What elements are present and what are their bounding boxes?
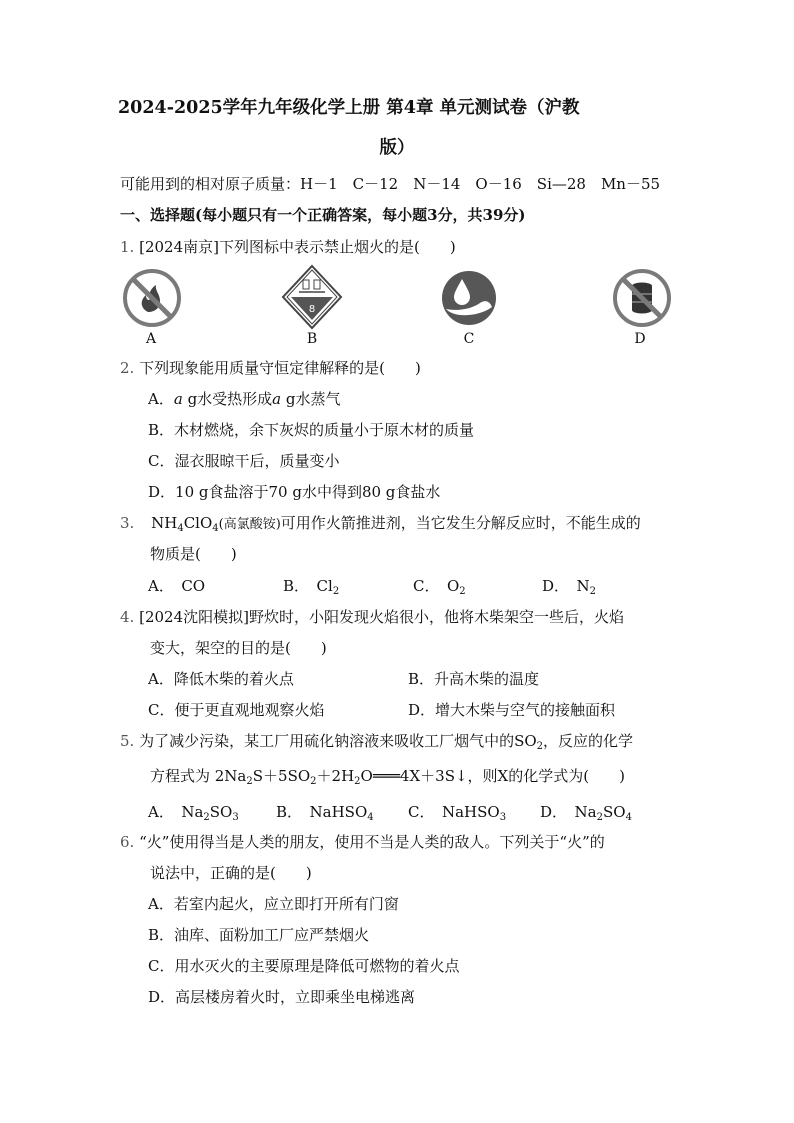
q2-option-b: B．木材燃烧，余下灰烬的质量小于原木材的质量 — [148, 421, 475, 439]
q6-option-b: B．油库、面粉加工厂应严禁烟火 — [148, 926, 370, 944]
q4-option-d: D．增大木柴与空气的接触面积 — [408, 701, 616, 719]
question-1 — [120, 236, 456, 258]
subscript: 2 — [589, 586, 597, 597]
q4-option-a: A．降低木柴的着火点 — [148, 670, 294, 688]
subscript: 2 — [332, 586, 340, 597]
compound-name: (高氯酸铵) — [218, 517, 281, 532]
q6-option-c: C．用水灭火的主要原理是降低可燃物的着火点 — [148, 957, 460, 975]
equation-text: ＋2H — [316, 767, 355, 785]
q4-option-b: B．升高木柴的温度 — [408, 670, 540, 688]
option-text: g水蒸气 — [281, 390, 341, 408]
option-text: A． Na — [148, 803, 204, 821]
icon-label-b: B — [306, 331, 318, 347]
icon-label-d: D — [634, 331, 646, 347]
question-6-cont: 说法中，正确的是( ) — [150, 864, 312, 882]
question-number: 2. — [120, 359, 135, 377]
subscript: 2 — [459, 586, 466, 597]
option-text: A． — [148, 390, 174, 408]
q5-option-b — [276, 801, 374, 823]
atomic-masses-line: 可能用到的相对原子质量：H－1 C－12 N－14 O－16 Si—28 Mn－55 — [120, 175, 661, 193]
subscript: 2 — [354, 776, 361, 787]
formula: NH — [151, 514, 178, 532]
option-text: B． Cl — [283, 577, 333, 595]
equation-text: 方程式为 2Na — [150, 767, 247, 785]
option-text: D． Na — [540, 803, 597, 821]
variable: a — [272, 390, 282, 408]
subscript: 3 — [232, 812, 239, 823]
section-heading: 一、选择题(每小题只有一个正确答案，每小题3分，共39分) — [120, 206, 526, 224]
question-number: 1. — [120, 238, 135, 256]
subscript: 4 — [212, 523, 219, 534]
question-text: 为了减少污染，某工厂用硫化钠溶液来吸收工厂烟气中的SO — [139, 732, 537, 750]
subscript: 4 — [177, 523, 184, 534]
water-drop-icon — [440, 269, 498, 327]
icon-label-c: C — [463, 331, 475, 347]
equation-text: S＋5SO — [252, 767, 311, 785]
q3-option-d — [542, 575, 596, 597]
question-number: 4. — [120, 608, 135, 626]
option-text: C． NaHSO — [408, 803, 500, 821]
variable: a — [173, 390, 183, 408]
q3-option-b — [283, 575, 339, 597]
option-text: C． O — [413, 577, 460, 595]
q2-option-d: D．10 g食盐溶于70 g水中得到80 g食盐水 — [148, 483, 441, 501]
q4-option-c: C．便于更直观地观察火焰 — [148, 701, 325, 719]
question-6 — [120, 831, 605, 853]
subscript: 2 — [203, 812, 210, 823]
question-4-cont: 变大，架空的目的是( ) — [150, 639, 327, 657]
option-text: SO — [209, 803, 233, 821]
option-text: D． N — [542, 577, 590, 595]
question-number: 3. — [120, 514, 135, 532]
question-text: “火”使用得当是人类的朋友，使用不当是人类的敌人。下列关于“火”的 — [139, 833, 605, 851]
corrosive-hazard-diamond-icon — [281, 264, 343, 330]
q2-option-a — [148, 388, 341, 410]
q6-option-d: D．高层楼房着火时，立即乘坐电梯逃离 — [148, 988, 416, 1006]
q5-option-d — [540, 801, 632, 823]
option-text: g水受热形成 — [182, 390, 273, 408]
document-title-line2: 版） — [379, 138, 415, 158]
question-5 — [120, 730, 633, 752]
q2-option-c: C．湿衣服晾干后，质量变小 — [148, 452, 340, 470]
question-5-equation — [150, 765, 625, 787]
question-2 — [120, 357, 421, 379]
icon-label-a: A — [145, 331, 157, 347]
subscript: 2 — [246, 776, 253, 787]
question-3-cont: 物质是( ) — [150, 545, 237, 563]
no-dumping-sign-icon — [612, 268, 672, 328]
question-text: 下列现象能用质量守恒定律解释的是( ) — [139, 359, 421, 377]
subscript: 2 — [536, 741, 544, 752]
question-4 — [120, 606, 624, 628]
q3-option-c — [413, 575, 466, 597]
diamond-number: 8 — [308, 304, 316, 315]
formula: ClO — [183, 514, 213, 532]
document-title: 2024-2025学年九年级化学上册 第4章 单元测试卷（沪教 — [118, 98, 580, 118]
subscript: 2 — [310, 776, 317, 787]
subscript: 4 — [367, 812, 374, 823]
q6-option-a: A．若室内起火，应立即打开所有门窗 — [148, 895, 399, 913]
subscript: 4 — [625, 812, 632, 823]
question-3 — [120, 512, 641, 536]
q3-option-a: A． CO — [148, 577, 206, 595]
question-text: [2024南京]下列图标中表示禁止烟火的是( ) — [139, 238, 456, 256]
question-number: 5. — [120, 732, 135, 750]
subscript: 2 — [596, 812, 603, 823]
q5-option-a — [148, 801, 239, 823]
option-text: SO — [602, 803, 626, 821]
question-number: 6. — [120, 833, 135, 851]
subscript: 3 — [499, 812, 507, 823]
question-text: [2024沈阳模拟]野炊时，小阳发现火焰很小，他将木柴架空一些后，火焰 — [139, 608, 624, 626]
option-text: B． NaHSO — [276, 803, 368, 821]
equation-text: O═══4X＋3S↓，则X的化学式为( ) — [360, 767, 625, 785]
question-text: ，反应的化学 — [543, 732, 634, 750]
question-text: 可用作火箭推进剂，当它发生分解反应时，不能生成的 — [280, 514, 641, 532]
no-fire-sign-icon — [122, 268, 182, 328]
q5-option-c — [408, 801, 506, 823]
